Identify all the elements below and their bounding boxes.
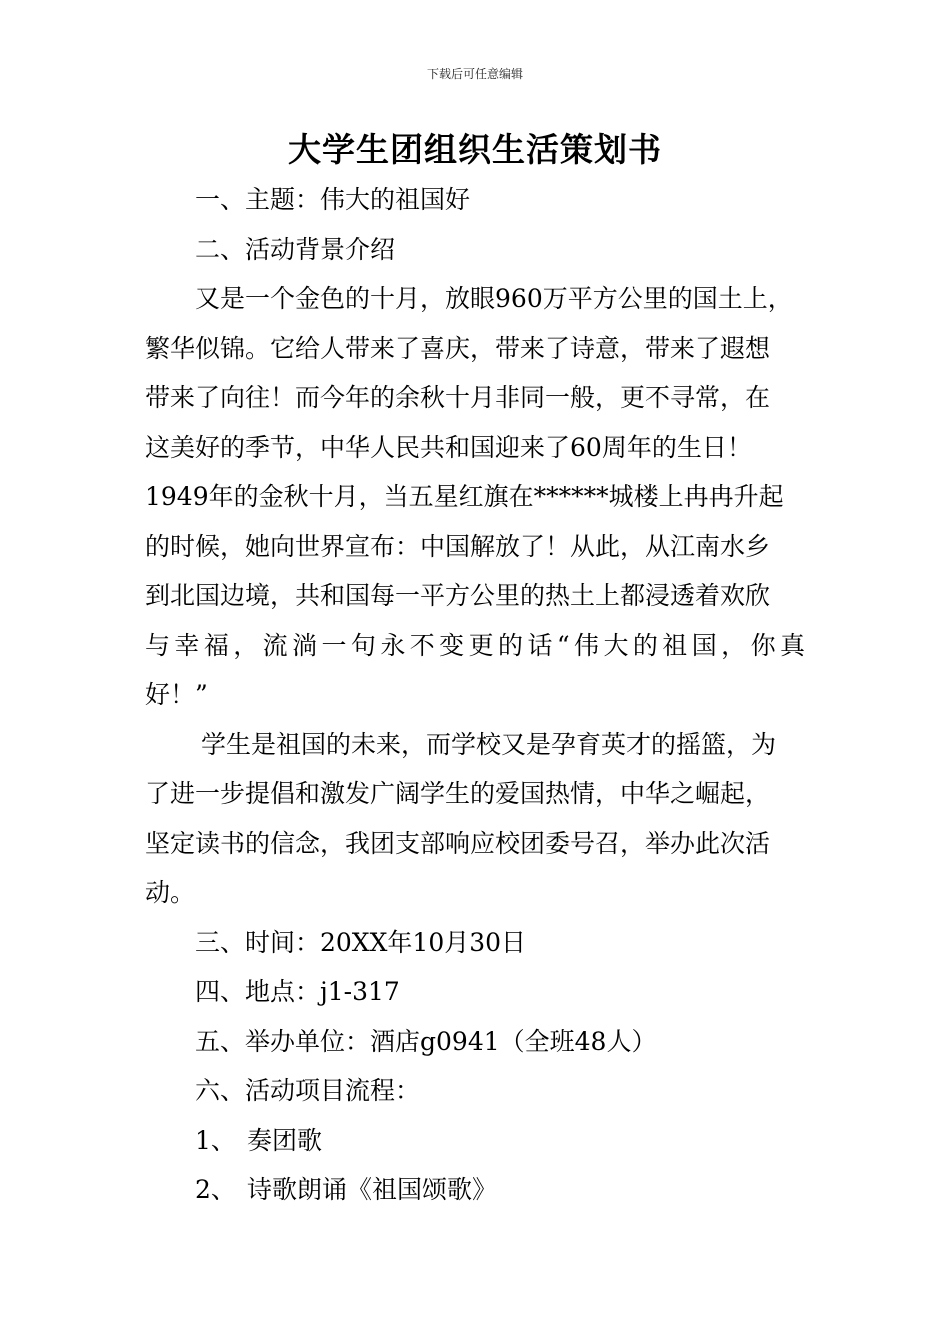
paragraph-line: 带来了向往！而今年的余秋十月非同一般，更不寻常，在: [145, 383, 771, 412]
paragraph-line: 繁华似锦。它给人带来了喜庆，带来了诗意，带来了遐想: [145, 333, 771, 363]
flow-item-text: 诗歌朗诵《祖国颂歌》: [247, 1175, 498, 1204]
document-title: 大学生团组织生活策划书: [288, 130, 662, 169]
header-note: 下载后可任意编辑: [426, 67, 523, 81]
flow-item-number: 2、: [195, 1175, 236, 1204]
section-location: 四、地点：j1-317: [195, 977, 400, 1006]
paragraph-line: 坚定读书的信念，我团支部响应校团委号召，举办此次活: [145, 828, 771, 858]
flow-item-number: 1、: [195, 1125, 236, 1155]
document-body: [145, 175, 805, 1215]
section-time: 三、时间：20XX年10月30日: [195, 927, 527, 957]
flow-item-text: 奏团歌: [247, 1125, 323, 1155]
paragraph-line: 这美好的季节，中华人民共和国迎来了60周年的生日！: [145, 432, 752, 462]
paragraph-line: 又是一个金色的十月，放眼960万平方公里的国土上，: [195, 284, 793, 313]
background-paragraph-2: [145, 720, 805, 918]
paragraph-line: 与幸福，流淌一句永不变更的话“伟大的祖国，你真: [145, 630, 805, 660]
paragraph-line: 到北国边境，共和国每一平方公里的热土上都浸透着欢欣: [145, 581, 771, 610]
paragraph-line: 学生是祖国的未来，而学校又是孕育英才的摇篮，为: [201, 729, 777, 759]
paragraph-line: 了进一步提倡和激发广阔学生的爱国热情，中华之崛起，: [145, 779, 771, 808]
flow-item: [145, 1165, 805, 1215]
background-paragraph-1: [145, 274, 805, 720]
section-organizer: 五、举办单位：酒店g0941（全班48人）: [195, 1026, 657, 1056]
section-background-heading: 二、活动背景介绍: [195, 234, 396, 264]
paragraph-line: 的时候，她向世界宣布：中国解放了！从此，从江南水乡: [145, 531, 771, 561]
paragraph-line: 好！”: [145, 680, 208, 709]
paragraph-line: 动。: [145, 878, 196, 907]
paragraph-line: 1949年的金秋十月，当五星红旗在******城楼上冉冉升起: [145, 482, 784, 511]
section-flow-heading: 六、活动项目流程：: [195, 1076, 421, 1105]
flow-item: [145, 1116, 805, 1166]
section-theme: 一、主题：伟大的祖国好: [195, 185, 471, 214]
